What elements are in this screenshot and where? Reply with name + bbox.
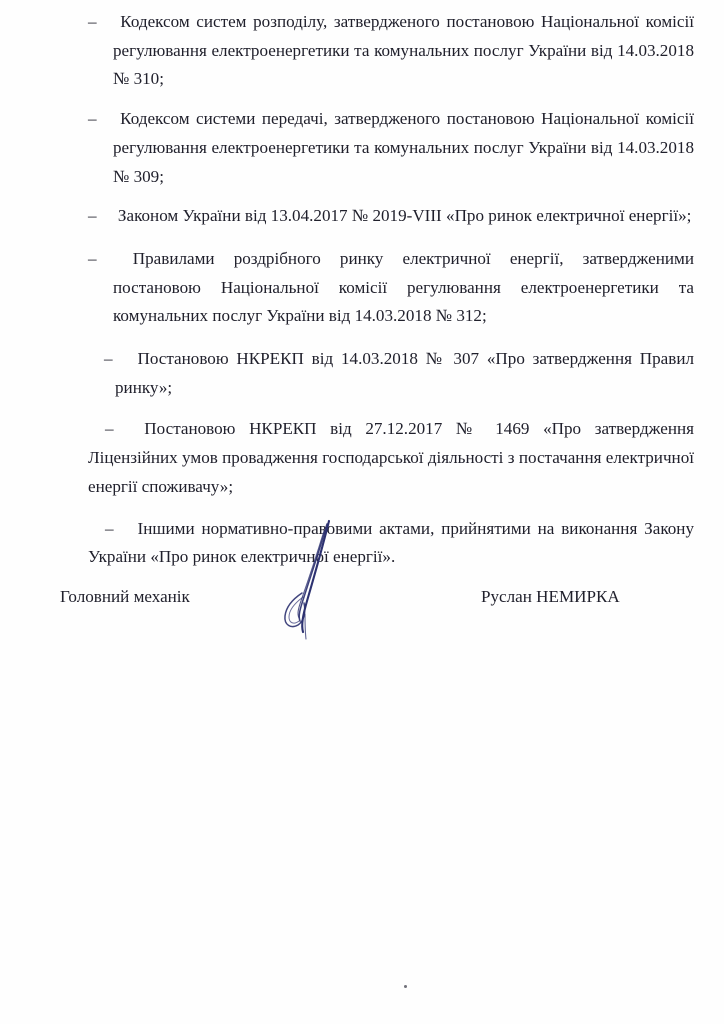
- list-dash-icon: –: [88, 206, 114, 226]
- list-dash-icon: –: [88, 12, 114, 31]
- clause-item: [88, 345, 694, 402]
- signatory-role: Головний механік: [60, 587, 190, 606]
- clause-item: [88, 202, 694, 231]
- clause-text: Кодексом систем розподілу, затвердженого постановою Національної комісії регулювання електроенергетики та комунальних послуг України від 14.03.2018 № 310;: [113, 12, 694, 89]
- clause-item: [88, 105, 694, 191]
- clause-text: Іншими нормативно-правовими актами, прийнятими на виконання Закону України «Про ринок електричної енергії».: [88, 518, 694, 567]
- clause-text: Постановою НКРЕКП від 27.12.2017 № 1469 «Про затвердження Ліцензійних умов провадження господарської діяльності з постачання електричної енергії споживачу»;: [88, 419, 694, 496]
- list-dash-icon: –: [88, 248, 114, 268]
- scan-speck: [404, 985, 407, 988]
- clause-text: Законом України від 13.04.2017 № 2019-VIII «Про ринок електричної енергії»;: [117, 206, 692, 226]
- list-dash-icon: –: [105, 419, 131, 439]
- list-dash-icon: –: [88, 109, 114, 129]
- clause-text: Кодексом системи передачі, затвердженого постановою Національної комісії регулювання електроенергетики та комунальних послуг України від 14.03.2018 № 309;: [113, 109, 694, 186]
- list-dash-icon: –: [104, 349, 130, 369]
- signatory-name: Руслан НЕМИРКА: [481, 587, 620, 606]
- clause-item: [88, 245, 694, 331]
- clause-item: [88, 415, 694, 501]
- clause-item: [88, 515, 694, 572]
- clause-text: Постановою НКРЕКП від 14.03.2018 № 307 «Про затвердження Правил ринку»;: [115, 349, 695, 397]
- list-dash-icon: –: [105, 518, 131, 538]
- document-body: [88, 8, 694, 583]
- clause-text: Правилами роздрібного ринку електричної енергії, затвердженими постановою Національної комісії регулювання електроенергетики та комунальних послуг України від 14.03.2018 № 312;: [113, 248, 694, 326]
- clause-item: [88, 8, 694, 94]
- signature-block: [0, 585, 724, 625]
